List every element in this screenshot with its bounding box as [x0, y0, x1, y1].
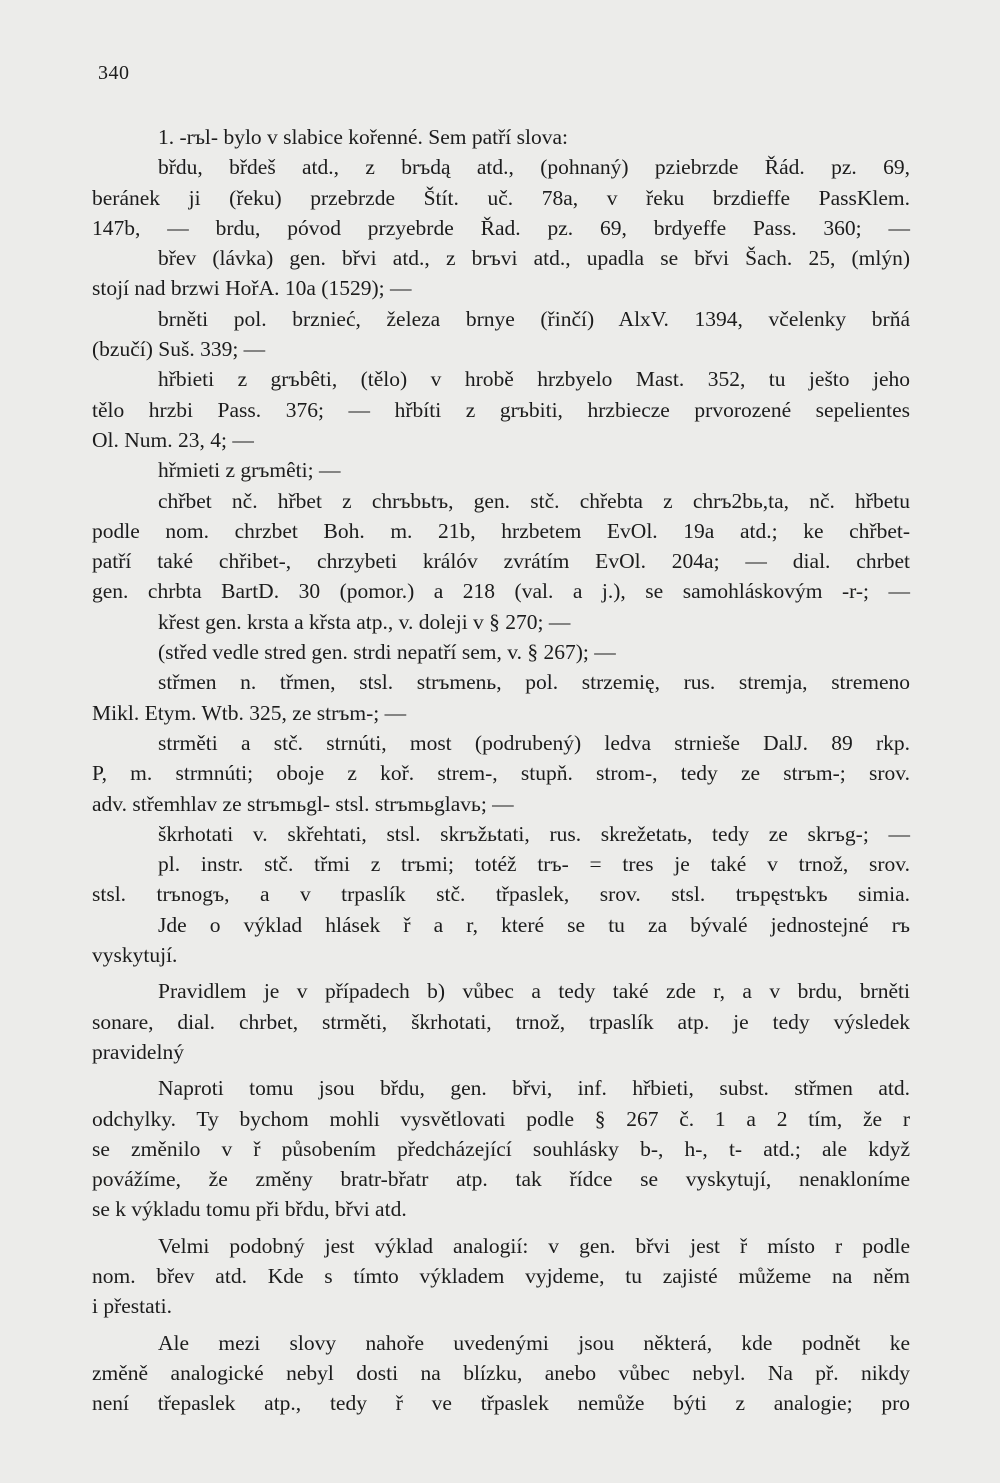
text-line: (bzučí) Suš. 339; — — [92, 337, 266, 362]
text-line: vyskytují. — [92, 943, 178, 968]
text-line: povážíme, že změny bratr-břatr atp. tak řídce se vyskytují, nenakloníme — [92, 1167, 910, 1192]
text-line: i přestati. — [92, 1294, 173, 1319]
text-line: se k výkladu tomu při břdu, břvi atd. — [92, 1197, 407, 1222]
text-line: škrhotati v. skřehtati, stsl. skrъžьtati, rus. skrežetatь, tedy ze skrъg-; — — [158, 821, 910, 846]
text-line: 1. -rъl- bylo v slabice kořenné. Sem patří slova: — [158, 125, 568, 149]
text-line: pl. instr. stč. třmi z trъmi; totéž trъ- = tres je také v trnož, srov. — [158, 852, 910, 877]
text-line: beránek ji (řeku) przebrzde Štít. uč. 78a, v řeku brzdieffe PassKlem. — [92, 185, 910, 210]
text-line: Ale mezi slovy nahoře uvedenými jsou některá, kde podnět ke — [158, 1330, 910, 1355]
text-line: stojí nad brzwi HořA. 10a (1529); — — [92, 276, 412, 301]
text-line: Ol. Num. 23, 4; — — [92, 427, 254, 452]
text-line: patří také chřibet-, chrzybeti králóv zvrátím EvOl. 204a; — dial. chrbet — [92, 549, 910, 574]
text-line: hřmieti z grъmêti; — — [158, 458, 341, 483]
text-line: Velmi podobný jest výklad analogií: v gen. břvi jest ř místo r podle — [158, 1233, 910, 1258]
text-line: brněti pol. brznieć, železa brnye (řinčí) AlxV. 1394, včelenky brňá — [158, 306, 910, 331]
text-line: břev (lávka) gen. břvi atd., z brъvi atd., upadla se břvi Šach. 25, (mlýn) — [158, 246, 910, 271]
text-line: pravidelný — [92, 1039, 184, 1064]
text-line: (střed vedle stred gen. strdi nepatří sem, v. § 267); — — [158, 640, 616, 665]
text-line: tělo hrzbi Pass. 376; — hřbíti z grъbiti, hrzbiecze prvorozené sepelientes — [92, 397, 910, 422]
text-line: Mikl. Etym. Wtb. 325, ze strъm-; — — [92, 700, 407, 725]
text-line: nom. břev atd. Kde s tímto výkladem vyjdeme, tu zajisté můžeme na něm — [92, 1263, 910, 1288]
page-number: 340 — [98, 62, 130, 84]
text-line: se změnilo v ř působením předcházející souhlásky b-, h-, t- atd.; ale když — [92, 1136, 910, 1161]
text-line: strměti a stč. strnúti, most (podrubený) ledva strnieše DalJ. 89 rkp. — [158, 730, 910, 755]
text-line: křest gen. krsta a křsta atp., v. doleji v § 270; — — [158, 609, 571, 634]
text-line: hřbieti z grъbêti, (tělo) v hrobě hrzbyelo Mast. 352, tu ješto jeho — [158, 367, 910, 392]
text-line: P, m. strmnúti; oboje z koř. strem-, stupň. strom-, tedy ze strъm-; srov. — [92, 761, 910, 786]
text-line: gen. chrbta BartD. 30 (pomor.) a 218 (val. a j.), se samohláskovým -r-; — — [92, 579, 910, 604]
text-line: 147b, — brdu, póvod przyebrde Řad. pz. 69, brdyeffe Pass. 360; — — [92, 215, 910, 240]
text-line: adv. střemhlav ze strъmьgl- stsl. strъmьglavь; — — [92, 791, 514, 816]
text-line: podle nom. chrzbet Boh. m. 21b, hrzbetem EvOl. 19a atd.; ke chřbet- — [92, 518, 910, 543]
text-line: střmen n. třmen, stsl. strъmenь, pol. strzemię, rus. stremja, stremeno — [158, 670, 910, 695]
text-line: Pravidlem je v případech b) vůbec a tedy také zde r, a v brdu, brněti — [158, 979, 910, 1004]
text-line: chřbet nč. hřbet z chrъbьtъ, gen. stč. chřebta z chrъ2bь,ta, nč. hřbetu — [158, 488, 910, 513]
page-text — [92, 122, 910, 1418]
text-line: není třepaslek atp., tedy ř ve třpaslek nemůže býti z analogie; pro — [92, 1391, 910, 1416]
text-line: stsl. trъnogъ, a v trpaslík stč. třpaslek, srov. stsl. trъpęstъkъ simia. — [92, 882, 910, 907]
text-line: Naproti tomu jsou břdu, gen. břvi, inf. hřbieti, subst. střmen atd. — [158, 1076, 910, 1101]
text-line: změně analogické nebyl dosti na blízku, anebo vůbec nebyl. Na př. nikdy — [92, 1360, 910, 1385]
text-line: břdu, břdeš atd., z brъdą atd., (pohnaný) pziebrzde Řád. pz. 69, — [158, 155, 910, 180]
text-line: sonare, dial. chrbet, strměti, škrhotati, trnož, trpaslík atp. je tedy výsledek — [92, 1009, 910, 1034]
text-line: odchylky. Ty bychom mohli vysvětlovati podle § 267 č. 1 a 2 tím, že r — [92, 1106, 910, 1131]
text-line: Jde o výklad hlásek ř a r, které se tu za bývalé jednostejné rъ — [158, 912, 910, 937]
